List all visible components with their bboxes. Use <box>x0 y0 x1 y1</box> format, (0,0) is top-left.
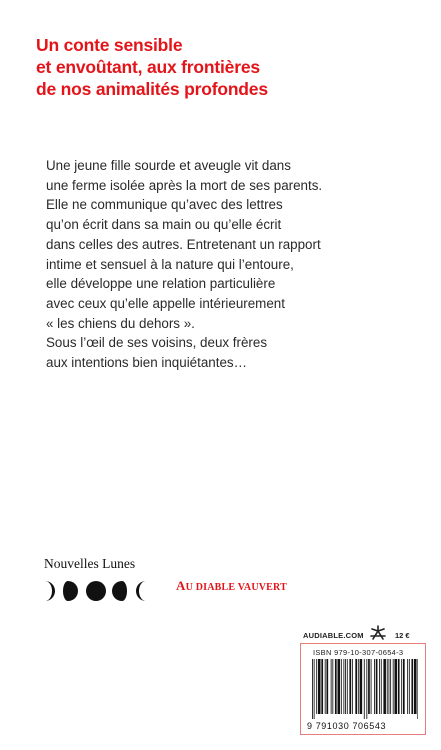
barcode-bar <box>325 659 326 714</box>
barcode-bar <box>360 659 363 714</box>
tagline-line: Un conte sensible <box>36 35 183 55</box>
synopsis-line: elle développe une relation particulière <box>46 276 276 292</box>
barcode-bar <box>409 659 410 714</box>
barcode-bar <box>398 659 400 714</box>
barcode-bar <box>312 659 313 719</box>
publisher-rest: U DIABLE VAUVERT <box>185 582 287 593</box>
barcode-bar <box>314 659 315 719</box>
waning-crescent-icon <box>45 581 55 601</box>
barcode-bar <box>374 659 375 714</box>
barcode-bar <box>417 659 418 719</box>
barcode-bar <box>383 659 386 714</box>
synopsis-line: Une jeune fille sourde et aveugle vit dans <box>46 158 291 173</box>
barcode-bar <box>379 659 380 714</box>
synopsis-line: Sous l’œil de ses voisins, deux frères <box>46 335 268 351</box>
tagline <box>36 34 426 100</box>
barcode-bar <box>390 659 391 714</box>
moon-phases-icon <box>42 578 152 604</box>
synopsis-line: intime et sensuel à la nature qui l’entoure, <box>46 256 294 272</box>
barcode-bar <box>368 659 370 714</box>
barcode-bar <box>389 659 390 714</box>
publisher-initial: A <box>176 578 186 593</box>
synopsis-line: qu’on écrit dans sa main ou qu’elle écrit <box>46 217 282 233</box>
barcode-bar <box>371 659 372 714</box>
full-moon-icon <box>86 581 106 601</box>
isbn-text: ISBN 979-10-307-0654-3 <box>313 648 404 657</box>
synopsis-line: avec ceux qu’elle appelle intérieurement <box>46 295 285 311</box>
synopsis-line: aux intentions bien inquiétantes… <box>46 355 247 371</box>
barcode-bar <box>401 659 402 714</box>
waxing-gibbous-icon <box>63 581 78 601</box>
barcode-bar <box>403 659 405 714</box>
barcode-bar <box>316 659 317 714</box>
ean-number: 9 791030 706543 <box>307 721 387 731</box>
waning-gibbous-icon <box>112 581 127 601</box>
synopsis-line: Elle ne communique qu’avec des lettres <box>46 197 283 213</box>
barcode-bar <box>364 659 365 719</box>
waxing-crescent-icon <box>136 581 146 601</box>
barcode-bar <box>332 659 333 714</box>
barcode-bar <box>321 659 323 714</box>
barcode-bar <box>352 659 353 714</box>
publisher-logo-icon <box>369 625 387 641</box>
synopsis-line: une ferme isolée après la mort de ses parents. <box>46 177 323 193</box>
barcode-bar <box>326 659 328 714</box>
barcode-bar <box>411 659 413 714</box>
barcode-bar <box>358 659 359 714</box>
collection-name: Nouvelles Lunes <box>44 556 136 571</box>
synopsis-line: « les chiens du dehors ». <box>46 315 195 331</box>
publisher-name <box>176 578 287 594</box>
barcode-bar <box>341 659 342 714</box>
barcode-bar <box>366 659 367 719</box>
barcode-bar <box>347 659 348 714</box>
tagline-line: de nos animalités profondes <box>36 79 268 99</box>
synopsis-line: dans celles des autres. Entretenant un rapport <box>46 236 321 252</box>
barcode-panel <box>300 643 426 735</box>
barcode-bar <box>331 659 332 714</box>
tagline-line: et envoûtant, aux frontières <box>36 57 260 77</box>
barcode-bar <box>338 659 341 714</box>
barcode-bar <box>343 659 344 714</box>
barcode-bar <box>376 659 378 714</box>
synopsis <box>46 156 406 373</box>
barcode-bar <box>381 659 382 714</box>
barcode-bar <box>387 659 388 714</box>
barcode-bar <box>414 659 417 714</box>
price: 12 € <box>395 631 410 640</box>
barcode-bar <box>345 659 346 714</box>
barcode-bar <box>355 659 357 714</box>
barcode-bar <box>318 659 321 714</box>
barcode <box>312 659 418 719</box>
barcode-bar <box>394 659 397 714</box>
barcode-bar <box>349 659 351 714</box>
barcode-bar <box>407 659 408 714</box>
publisher-website: AUDIABLE.COM <box>303 631 364 640</box>
barcode-bar <box>335 659 337 714</box>
barcode-bar <box>393 659 394 714</box>
